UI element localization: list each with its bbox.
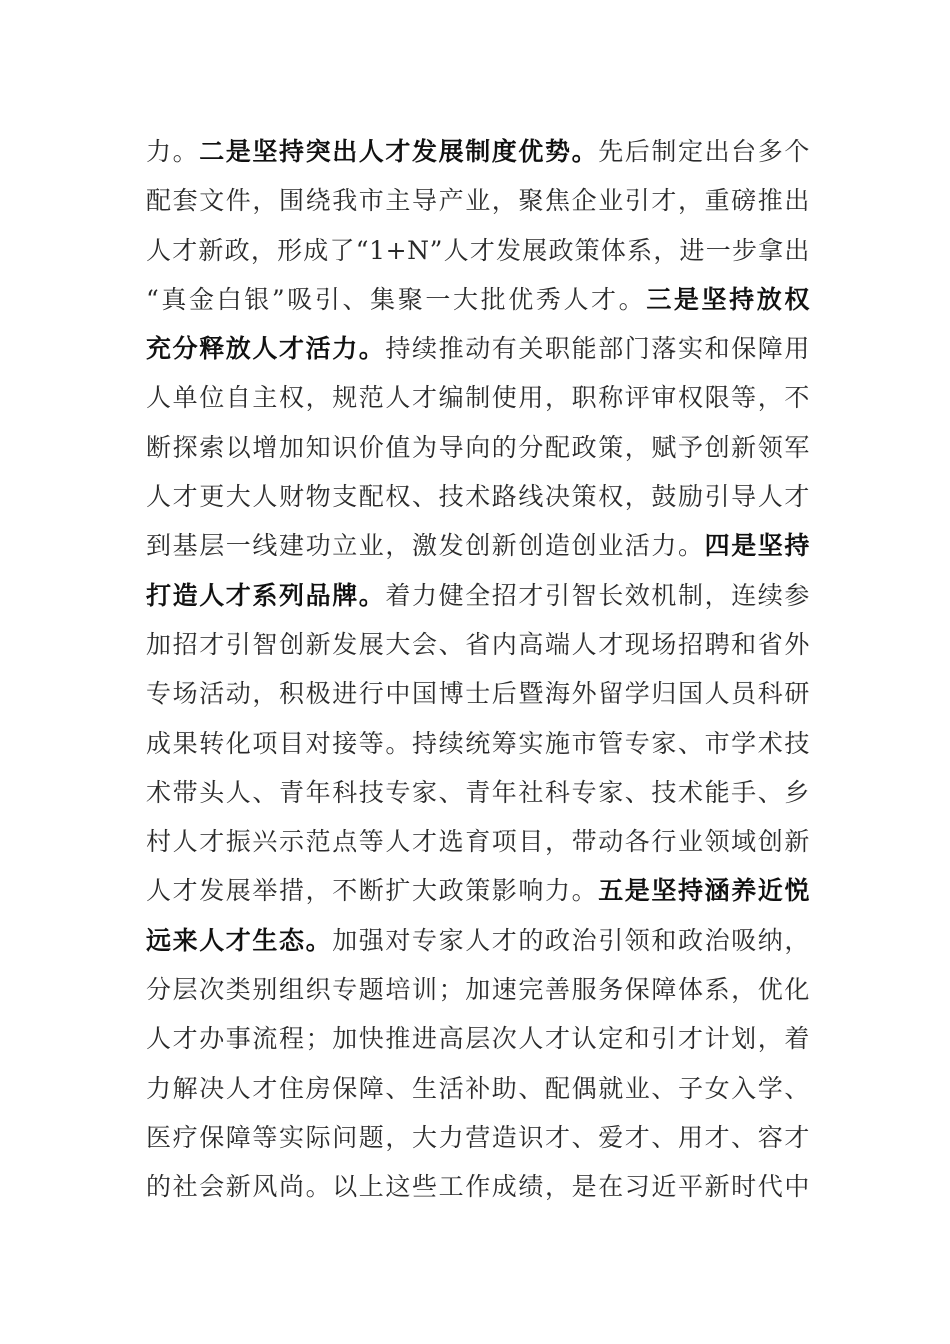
body-text-run: 人才发展举措，不断扩大政策影响力。 <box>146 876 599 906</box>
text-line <box>146 817 810 866</box>
body-text-run: 村人才振兴示范点等人才选育项目，带动各行业领域创新 <box>146 827 810 857</box>
text-line <box>146 373 810 422</box>
body-text-run: 加招才引智创新发展大会、省内高端人才现场招聘和省外 <box>146 629 810 659</box>
body-text-run: 持续推动有关职能部门落实和保障用 <box>385 334 810 364</box>
body-text-run: 专场活动，积极进行中国博士后暨海外留学归国人员科研 <box>146 679 810 709</box>
text-line <box>146 226 810 275</box>
text-line <box>146 866 810 915</box>
text-line <box>146 571 810 620</box>
body-text-run: 力。 <box>146 137 200 166</box>
body-text-run: 先后制定出台多个 <box>598 137 810 166</box>
text-line <box>146 1064 810 1113</box>
body-text-run: 人才办事流程；加快推进高层次人才认定和引才计划，着 <box>146 1024 810 1054</box>
text-line <box>146 768 810 817</box>
body-text-run: 人单位自主权，规范人才编制使用，职称评审权限等，不 <box>146 383 810 413</box>
bold-heading-text: 充分释放人才活力。 <box>146 334 386 364</box>
text-line <box>146 521 810 570</box>
text-line <box>146 275 810 324</box>
body-text-run: “真金白银”吸引、集聚一大批优秀人才。 <box>146 284 647 314</box>
bold-heading-text: 打造人才系列品牌。 <box>146 580 386 610</box>
text-line <box>146 324 810 373</box>
text-line <box>146 669 810 718</box>
text-line <box>146 1014 810 1063</box>
bold-heading-text: 四是坚持 <box>704 531 810 561</box>
body-text-run: 断探索以增加知识价值为导向的分配政策，赋予创新领军 <box>146 432 810 462</box>
body-text-run: 到基层一线建功立业，激发创新创造创业活力。 <box>146 531 705 561</box>
body-text-run: 医疗保障等实际问题，大力营造识才、爱才、用才、容才 <box>146 1122 810 1152</box>
text-line <box>146 472 810 521</box>
text-line <box>146 127 810 176</box>
body-text-run: 成果转化项目对接等。持续统筹实施市管专家、市学术技 <box>146 728 810 758</box>
body-text-run: 人才更大人财物支配权、技术路线决策权，鼓励引导人才 <box>146 482 810 512</box>
body-text-run: 力解决人才住房保障、生活补助、配偶就业、子女入学、 <box>146 1073 810 1103</box>
body-text-run: 人才新政，形成了“1+N”人才发展政策体系，进一步拿出 <box>146 235 810 265</box>
text-line <box>146 176 810 225</box>
bold-heading-text: 三是坚持放权 <box>646 284 811 314</box>
text-line <box>146 1113 810 1162</box>
body-text-run: 的社会新风尚。以上这些工作成绩，是在习近平新时代中 <box>146 1172 810 1202</box>
bold-heading-text: 五是坚持涵养近悦 <box>598 876 810 906</box>
text-line <box>146 916 810 965</box>
body-text-run: 着力健全招才引智长效机制，连续参 <box>385 580 810 610</box>
bold-heading-text: 远来人才生态。 <box>146 925 333 955</box>
text-line <box>146 719 810 768</box>
body-text-run: 加强对专家人才的政治引领和政治吸纳， <box>332 925 810 955</box>
body-text-run: 配套文件，围绕我市主导产业，聚焦企业引才，重磅推出 <box>146 186 810 216</box>
body-paragraph <box>146 127 810 1212</box>
body-text-run: 分层次类别组织专题培训；加速完善服务保障体系，优化 <box>146 975 810 1005</box>
text-line <box>146 620 810 669</box>
bold-heading-text: 二是坚持突出人才发展制度优势。 <box>199 137 599 166</box>
text-line <box>146 423 810 472</box>
body-text-run: 术带头人、青年科技专家、青年社科专家、技术能手、乡 <box>146 777 810 807</box>
text-line <box>146 1162 810 1211</box>
text-line <box>146 965 810 1014</box>
